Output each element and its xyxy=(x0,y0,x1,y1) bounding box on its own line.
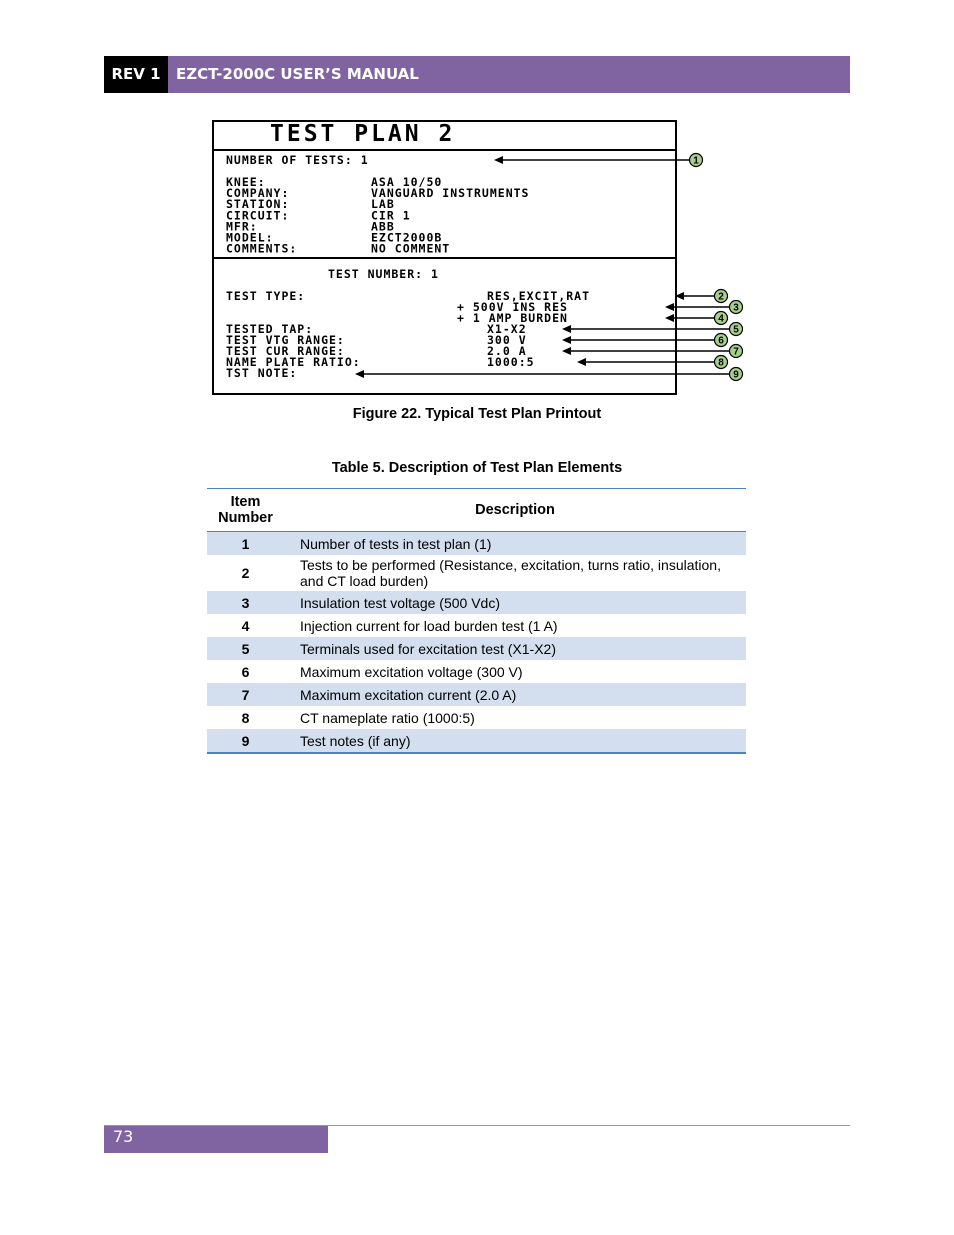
printout-info-value: VANGUARD INSTRUMENTS xyxy=(371,186,530,201)
column-header-item-number: Item Number xyxy=(207,489,284,532)
table-row xyxy=(207,532,746,556)
printout-info-value: LAB xyxy=(371,197,395,212)
description-cell: Tests to be performed (Resistance, excitation, turns ratio, insulation, and CT load burden) xyxy=(300,557,721,589)
column-header-description: Description xyxy=(284,489,746,532)
table-row xyxy=(207,683,746,706)
printout-test-number: TEST NUMBER: 1 xyxy=(328,267,439,281)
printout-row-value: 1000:5 xyxy=(487,355,535,369)
description-cell: Maximum excitation current (2.0 A) xyxy=(284,683,746,706)
callout-number: 3 xyxy=(733,302,739,314)
printout-info-label: KNEE: xyxy=(226,175,266,189)
description-cell: CT nameplate ratio (1000:5) xyxy=(300,709,475,726)
callout-number: 6 xyxy=(718,335,724,347)
printout-info-value: ASA 10/50 xyxy=(371,175,443,189)
table-row xyxy=(207,660,746,683)
table-row xyxy=(207,729,746,753)
figure-caption: Figure 22. Typical Test Plan Printout xyxy=(352,406,602,422)
printout-title: TEST PLAN 2 xyxy=(270,121,456,147)
callout-number: 5 xyxy=(733,324,739,336)
description-cell: Number of tests in test plan (1) xyxy=(284,532,746,556)
printout-row-value: 300 V xyxy=(487,333,527,347)
printout-info-label: STATION: xyxy=(226,197,290,212)
table-header-row xyxy=(207,489,746,532)
item-number-cell: 5 xyxy=(207,637,284,660)
printout-info-label: CIRCUIT: xyxy=(226,208,290,223)
description-cell: Maximum excitation voltage (300 V) xyxy=(300,663,523,680)
printout-row-label: TESTED TAP: xyxy=(226,322,314,336)
callout-number: 1 xyxy=(693,155,699,167)
item-number-cell: 1 xyxy=(207,532,284,556)
callout-number: 8 xyxy=(718,357,724,369)
item-number-cell: 2 xyxy=(241,565,250,581)
item-number-cell: 7 xyxy=(207,683,284,706)
item-number-cell: 3 xyxy=(207,591,284,614)
test-plan-printout-figure xyxy=(212,120,744,395)
revision-label: REV 1 xyxy=(104,56,168,93)
printout-info-value: CIR 1 xyxy=(371,208,411,223)
manual-title: EZCT-2000C USER’S MANUAL xyxy=(168,56,850,93)
printout-row-value: RES,EXCIT,RAT xyxy=(487,289,591,303)
printout-info-label: MFR: xyxy=(226,219,258,234)
printout-row-label: TST NOTE: xyxy=(226,366,298,380)
callout-number: 2 xyxy=(718,291,724,303)
callout-number: 7 xyxy=(733,346,739,358)
printout-info-label: COMMENTS: xyxy=(226,241,298,256)
test-plan-elements-table xyxy=(207,488,746,754)
page-header xyxy=(104,56,850,93)
printout-row-label: NAME PLATE RATIO: xyxy=(226,355,361,369)
printout-row-label: TEST CUR RANGE: xyxy=(226,344,345,358)
description-cell: Injection current for load burden test (1 A) xyxy=(300,617,558,634)
callout-number: 9 xyxy=(733,369,739,381)
table-row xyxy=(207,614,746,637)
printout-info-value: ABB xyxy=(371,219,395,234)
printout-row-label: TEST TYPE: xyxy=(226,289,306,303)
printout-row-value: X1-X2 xyxy=(487,322,527,336)
printout-row-label: TEST VTG RANGE: xyxy=(226,333,345,347)
page-number: 73 xyxy=(104,1126,328,1153)
item-number-cell: 6 xyxy=(241,663,250,680)
table-row xyxy=(207,591,746,614)
printout-info-label: MODEL: xyxy=(226,230,274,245)
item-number-cell: 4 xyxy=(241,617,250,634)
item-number-cell: 9 xyxy=(207,729,284,753)
printout-info-value: NO COMMENT xyxy=(371,241,451,256)
printout-row-value: + 500V INS RES xyxy=(457,300,568,314)
table-row xyxy=(207,637,746,660)
printout-row-value: 2.0 A xyxy=(487,344,527,358)
callout-number: 4 xyxy=(718,313,724,325)
description-cell: Test notes (if any) xyxy=(284,729,746,753)
printout-number-of-tests: NUMBER OF TESTS: 1 xyxy=(226,153,369,167)
item-number-cell: 8 xyxy=(241,709,250,726)
printout-row-value: + 1 AMP BURDEN xyxy=(457,311,568,325)
printout-info-label: COMPANY: xyxy=(226,186,290,201)
printout-info-value: EZCT2000B xyxy=(371,230,443,245)
table-caption: Table 5. Description of Test Plan Elements xyxy=(331,460,623,476)
description-cell: Terminals used for excitation test (X1-X2) xyxy=(284,637,746,660)
table-row xyxy=(207,706,746,729)
table-row xyxy=(207,555,746,591)
description-cell: Insulation test voltage (500 Vdc) xyxy=(284,591,746,614)
